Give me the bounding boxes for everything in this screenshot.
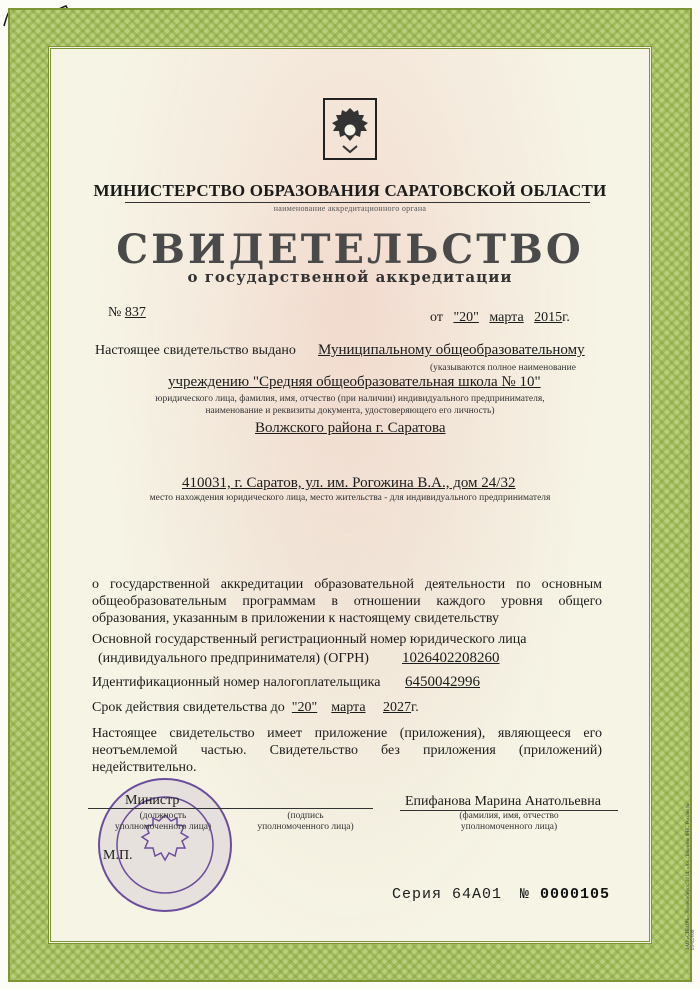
signature-note-2: уполномоченного лица) [257, 822, 354, 832]
validity-label: Срок действия свидетельства до [92, 700, 285, 715]
number-label: № [108, 305, 122, 320]
ogrn-label-1: Основной государственный регистрационный номер юридического лица [92, 632, 527, 647]
address-note: место нахождения юридического лица, место жительства - для индивидуального предпринимателя [149, 493, 551, 503]
blank-number [520, 886, 610, 903]
date-day: "20" [453, 310, 479, 325]
date-year: 2015 [534, 310, 563, 325]
issued-note-2: юридического лица, фамилия, имя, отчество (при наличии) индивидуального предпринимателя, [155, 394, 545, 404]
issued-line-1: Муниципальному общеобразовательному [318, 342, 585, 358]
validity-year: 2027 [383, 700, 412, 715]
date-month: марта [489, 310, 524, 325]
signer-name: Епифанова Марина Анатольевна [405, 794, 601, 809]
ministry-title: МИНИСТЕРСТВО ОБРАЗОВАНИЯ САРАТОВСКОЙ ОБЛАСТИ [93, 181, 607, 200]
appendix-text: Настоящее свидетельство имеет приложение (приложения), являющееся его неотъемлемой частью. Свидетельство без приложения (приложений) недействительно. [92, 726, 602, 775]
issued-label: Настоящее свидетельство выдано [95, 343, 296, 358]
validity [92, 700, 419, 716]
validity-day: "20" [291, 700, 318, 715]
seal-mark: М.П. [103, 848, 133, 863]
date-year-suffix: г. [562, 310, 570, 325]
signature-note-1: (подпись [287, 811, 324, 821]
document-title: СВИДЕТЕЛЬСТВО [116, 226, 584, 273]
inn-label: Идентификационный номер налогоплательщика [92, 675, 381, 690]
ministry-note: наименование аккредитационного органа [273, 204, 427, 213]
issue-date [430, 310, 570, 326]
validity-suffix: г. [411, 700, 419, 715]
printer-note: ЗАО «СИБИРЬ», Новосибирск, 2014, «А», Лицензия ФНС России № 05-05/008 [686, 803, 696, 950]
ogrn-value: 1026402208260 [402, 650, 500, 666]
address-value: 410031, г. Саратов, ул. им. Рогожина В.А., дом 24/32 [182, 475, 516, 491]
series-value: 64А01 [452, 886, 503, 903]
certificate-number [108, 305, 146, 321]
date-from-label: от [430, 310, 443, 325]
signer-position: Министр [125, 793, 180, 808]
issued-line-2: учреждению "Средняя общеобразовательная школа № 10" [168, 374, 541, 390]
name-note-1: (фамилия, имя, отчество [459, 811, 559, 821]
inn-value: 6450042996 [405, 674, 480, 690]
issued-note-1: (указываются полное наименование [430, 363, 576, 373]
validity-month: марта [331, 700, 366, 715]
signature-line [238, 808, 373, 809]
position-note-1: (должность [139, 811, 187, 821]
coat-of-arms-icon [323, 98, 377, 160]
series-label: Серия [392, 886, 443, 903]
ogrn-label-2: (индивидуального предпринимателя) (ОГРН) [98, 651, 369, 666]
issued-note-3: наименование и реквизиты документа, удостоверяющего его личность) [205, 406, 495, 416]
issued-line-3: Волжского района г. Саратова [255, 420, 446, 436]
position-note-2: уполномоченного лица) [114, 822, 212, 832]
blank-number-value: 0000105 [540, 886, 611, 903]
series [392, 886, 502, 903]
name-note-2: уполномоченного лица) [460, 822, 558, 832]
document-subtitle: о государственной аккредитации [187, 268, 513, 286]
divider [125, 202, 590, 203]
position-line [88, 808, 238, 809]
blank-number-label: № [520, 886, 531, 903]
number-value: 837 [124, 305, 146, 320]
accreditation-text: о государственной аккредитации образовательной деятельности по основным общеобразовательным программам в отношении каждого уровня общего образования, указанным в приложении к настоящему свидетельству [92, 577, 602, 626]
